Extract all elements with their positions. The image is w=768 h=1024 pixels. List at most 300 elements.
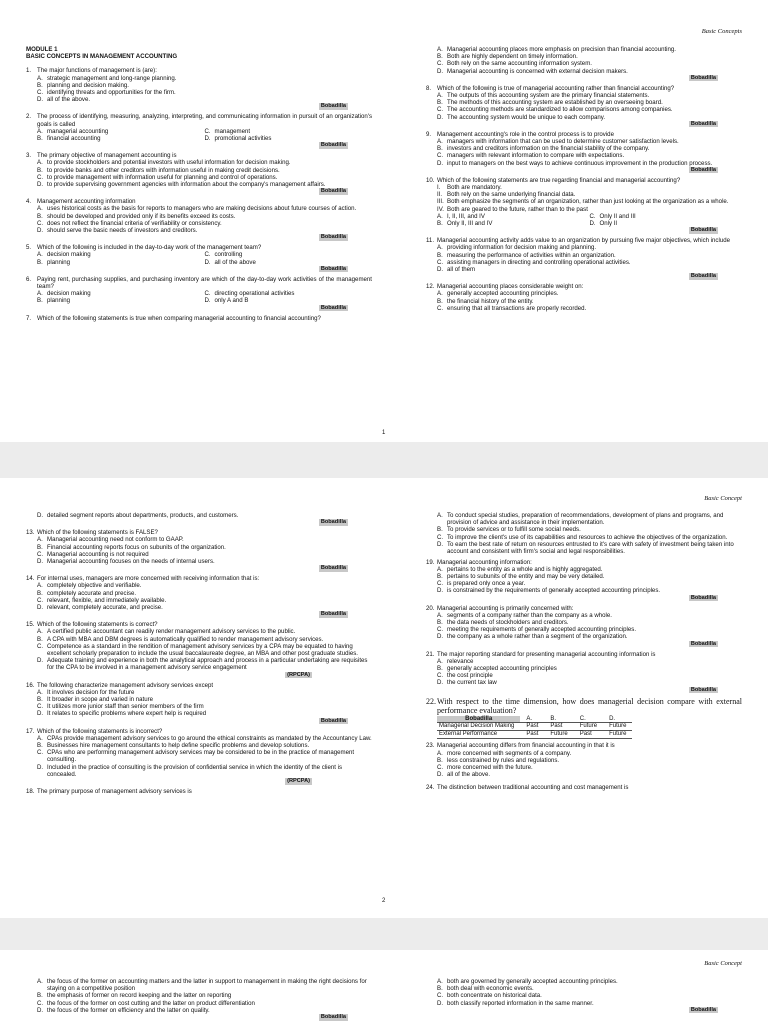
question-text: Which of the following statements is incorrect? xyxy=(37,727,163,735)
option-letter: A. xyxy=(437,244,443,252)
option-text: is constrained by the requirements of generally accepted accounting principles. xyxy=(447,587,661,595)
option-letter: D. xyxy=(204,297,211,305)
option xyxy=(426,106,742,113)
option-text: assisting managers in directing and controlling operational activities. xyxy=(447,258,631,266)
option-text: decision making xyxy=(47,251,91,259)
question-13 xyxy=(26,529,372,572)
option-letter: C. xyxy=(37,219,44,227)
source-tag-row xyxy=(426,595,718,602)
option-letter: B. xyxy=(37,635,43,643)
option xyxy=(426,99,742,106)
option xyxy=(37,290,205,297)
page-header: Basic Concept xyxy=(704,960,742,967)
question-text: Which of the following is included in the day-to-day work of the management team? xyxy=(37,244,262,252)
option-text: It broader in scope and varied in nature xyxy=(47,696,154,703)
question-18 xyxy=(26,788,372,795)
question-text: The primary objective of management accounting is xyxy=(37,152,177,160)
question-line xyxy=(26,529,372,536)
option-letter: B. xyxy=(37,543,43,551)
option-text: The outputs of this accounting system are the primary financial statements. xyxy=(447,92,650,99)
question-line xyxy=(426,131,742,138)
option-text: meeting the requirements of generally accepted accounting principles. xyxy=(447,626,637,634)
option-row xyxy=(26,290,372,297)
page-number: 2 xyxy=(382,898,386,904)
option-letter: A. xyxy=(37,290,43,298)
table-row xyxy=(437,731,632,739)
option xyxy=(426,526,742,533)
option-letter: C. xyxy=(437,764,444,771)
option-text: CPAs who are performing management advisory services may be considered to be in the practice of management consulting. xyxy=(47,749,355,764)
question-text: The following characterize management advisory services except xyxy=(37,681,214,689)
table-header-cell: A. xyxy=(520,716,544,723)
source-tag-row xyxy=(26,266,348,273)
option xyxy=(426,191,742,198)
option-letter: B. xyxy=(37,742,43,749)
option-text: A certified public accountant can readily render management advisory services to the public. xyxy=(47,628,296,636)
question-line xyxy=(426,85,742,92)
module-title: MODULE 1 xyxy=(26,46,58,53)
option xyxy=(205,135,373,142)
option-letter: D. xyxy=(437,633,444,641)
question-12-option-d xyxy=(26,512,372,526)
comparison-table xyxy=(437,716,632,739)
option xyxy=(426,46,742,53)
option xyxy=(37,297,205,304)
question-line xyxy=(426,742,742,749)
option-text: to provide banks and other creditors with information useful in making credit decisions. xyxy=(47,166,280,174)
question-number: 24. xyxy=(426,784,435,792)
table-cell: Future xyxy=(574,723,603,731)
option xyxy=(26,174,372,181)
source-tag-row xyxy=(26,565,348,572)
option xyxy=(26,710,372,717)
option-text: detailed segment reports about departments, products, and customers. xyxy=(47,512,239,519)
option-text: Managerial accounting is concerned with external decision makers. xyxy=(447,67,628,75)
option xyxy=(26,213,372,220)
option-text: both concentrate on historical data. xyxy=(447,992,542,1000)
option-text: Both are mandatory. xyxy=(447,184,502,191)
question-line xyxy=(26,244,372,251)
option xyxy=(26,978,372,992)
option-text: the focus of the former on efficiency and the latter on quality. xyxy=(47,1006,210,1014)
source-tag: Bobadilla xyxy=(320,188,346,195)
option-letter: A. xyxy=(37,127,43,135)
question-16 xyxy=(26,682,372,725)
option xyxy=(26,167,372,174)
source-tag: (RPCPA) xyxy=(287,778,310,785)
option-text: relevant, flexible, and immediately available. xyxy=(47,596,167,604)
source-tag: Bobadilla xyxy=(320,142,346,149)
option-text: To conduct special studies, preparation of recommendations, development of plans and programs, and provision of advice and assistance in their implementation. xyxy=(447,512,724,527)
option-text: planning xyxy=(47,258,71,266)
source-tag-row xyxy=(26,234,348,241)
question-number: 7. xyxy=(26,314,32,322)
option-text: both are governed by generally accepted accounting principles. xyxy=(447,978,618,985)
option-letter: A. xyxy=(37,978,43,985)
page-2-left-column xyxy=(26,512,372,799)
option xyxy=(26,764,372,778)
question-text: The major reporting standard for presenting managerial accounting information is xyxy=(437,650,656,658)
source-tag: Bobadilla xyxy=(690,120,716,127)
option-letter: A. xyxy=(437,290,443,298)
option-text: The methods of this accounting system are established by an overseeing board. xyxy=(447,99,663,107)
option xyxy=(426,626,742,633)
table-cell: External Performance xyxy=(437,731,520,739)
question-text: Which of the following statements is correct? xyxy=(37,621,158,629)
option-letter: C. xyxy=(37,173,44,181)
option xyxy=(426,580,742,587)
option-text: controlling xyxy=(214,251,243,259)
question-text: Managerial accounting is primarily concerned with: xyxy=(437,604,574,612)
option-text: To earn the best rate of return on resources entrusted to it's care with safety of investment being taken into account and consistent with firm's social and legal responsibilities. xyxy=(447,540,734,556)
option-text: pertains to subunits of the entity and may be very detailed. xyxy=(447,573,605,581)
option xyxy=(37,259,205,266)
option-row xyxy=(26,251,372,258)
question-number: 22. xyxy=(426,696,436,706)
option-letter: C. xyxy=(437,580,444,588)
option-text: completely accurate and precise. xyxy=(47,589,137,597)
option-letter: A. xyxy=(437,138,443,145)
option xyxy=(426,259,742,266)
option-text: Managerial accounting places more emphasis on precision than financial accounting. xyxy=(447,46,676,53)
source-tag-row xyxy=(426,167,718,174)
option xyxy=(26,742,372,749)
question-number: 19. xyxy=(426,558,435,566)
table-row xyxy=(437,723,632,731)
option-text: Managerial accounting focuses on the needs of internal users. xyxy=(47,558,215,565)
option xyxy=(426,290,742,297)
question-number: 8. xyxy=(426,84,432,92)
question-number: 16. xyxy=(26,681,35,689)
option-letter: C. xyxy=(37,89,44,97)
option-text: all of the above. xyxy=(47,96,91,104)
option xyxy=(26,749,372,763)
source-tag: Bobadilla xyxy=(690,227,716,234)
option-text: The accounting system would be unique to each company. xyxy=(447,113,606,121)
option xyxy=(426,152,742,159)
option-letter: D. xyxy=(437,587,444,595)
question-6 xyxy=(26,276,372,311)
question-line xyxy=(426,605,742,612)
question-number: 13. xyxy=(26,529,35,537)
table-cell: Managerial Decision Making xyxy=(437,723,520,731)
option-letter: D. xyxy=(437,67,444,75)
question-number: 21. xyxy=(426,650,435,658)
source-tag-row xyxy=(426,121,718,128)
question-number: 20. xyxy=(426,604,435,612)
question-25-options xyxy=(426,978,742,1013)
option-text: all of them xyxy=(447,266,476,274)
option xyxy=(426,60,742,67)
question-text: The process of identifying, measuring, analyzing, interpreting, and communicating information in pursuit of an organization's goals is called xyxy=(37,113,372,128)
source-tag: Bobadilla xyxy=(320,1014,346,1021)
question-line xyxy=(26,315,372,322)
question-text: The distinction between traditional accounting and cost management is xyxy=(437,784,629,792)
option-letter: II. xyxy=(437,191,443,199)
option-letter: C. xyxy=(437,626,444,634)
question-text: Which of the following statements is FALSE? xyxy=(37,529,158,537)
option-letter: A. xyxy=(37,628,43,636)
option-letter: D. xyxy=(37,96,44,104)
option-text: more concerned with the future. xyxy=(447,764,533,771)
source-tag: Bobadilla xyxy=(320,304,346,311)
option-letter: D. xyxy=(437,266,444,274)
option-letter: B. xyxy=(437,251,443,259)
option-letter: C. xyxy=(437,304,444,312)
option xyxy=(426,206,742,213)
option xyxy=(26,582,372,589)
option-letter: C. xyxy=(589,212,596,220)
question-line xyxy=(426,283,742,290)
option xyxy=(426,633,742,640)
option xyxy=(26,657,372,671)
option xyxy=(426,541,742,555)
question-number: 9. xyxy=(426,130,432,138)
question-number: 3. xyxy=(26,152,32,160)
question-line xyxy=(426,651,742,658)
option-text: relevant, completely accurate, and precise. xyxy=(47,604,163,611)
option-text: the company as a whole rather than a segment of the organization. xyxy=(447,633,628,641)
option-letter: B. xyxy=(437,573,443,581)
source-tag-row xyxy=(26,672,312,679)
question-text: Which of the following is true of managerial accounting rather than financial accounting? xyxy=(437,84,675,92)
question-line xyxy=(426,237,742,244)
table-cell: Past xyxy=(520,723,544,731)
page-1-right-column xyxy=(426,46,742,315)
option xyxy=(426,619,742,626)
option-letter: B. xyxy=(37,166,43,174)
option-letter: C. xyxy=(437,152,444,160)
option xyxy=(26,205,372,212)
option-text: should be developed and provided only if its benefits exceed its costs. xyxy=(47,212,236,220)
option-letter: B. xyxy=(37,297,43,305)
option-letter: A. xyxy=(437,611,443,619)
option xyxy=(426,305,742,312)
option-text: uses historical costs as the basis for reports to managers who are making decisions about future courses of action. xyxy=(47,205,357,213)
option-letter: D. xyxy=(37,181,44,189)
option-letter: B. xyxy=(37,589,43,597)
option-text: segments of a company rather than the company as a whole. xyxy=(447,611,612,619)
option-text: Managerial accounting is not required xyxy=(47,550,149,558)
option-text: financial accounting xyxy=(47,135,101,143)
page-2-right-column xyxy=(426,512,742,795)
option-text: It involves decision for the future xyxy=(47,688,135,696)
option-letter: C. xyxy=(37,596,44,604)
source-tag: Bobadilla xyxy=(690,273,716,280)
option-letter: A. xyxy=(37,536,43,544)
option-text: both classify reported information in the same manner. xyxy=(447,999,594,1007)
option-letter: B. xyxy=(437,526,443,534)
option-text: managers with information that can be used to determine customer satisfaction levels. xyxy=(447,138,679,145)
source-tag-row xyxy=(26,142,348,149)
option-text: decision making xyxy=(47,290,91,298)
question-1 xyxy=(26,67,372,110)
option-text: the financial history of the entity. xyxy=(447,297,534,305)
page-1 xyxy=(0,0,768,442)
page-number: 1 xyxy=(382,430,386,436)
option-letter: D. xyxy=(37,710,44,718)
option-text: directing operational activities xyxy=(214,290,295,298)
option-letter: A. xyxy=(37,159,43,167)
option xyxy=(426,512,742,526)
option xyxy=(426,992,742,999)
option xyxy=(26,89,372,96)
question-14 xyxy=(26,575,372,618)
table-cell: Future xyxy=(603,731,632,739)
question-number: 10. xyxy=(426,176,435,184)
question-number: 2. xyxy=(26,113,32,121)
question-number: 15. xyxy=(26,621,35,629)
option-letter: C. xyxy=(204,290,211,298)
option-letter: C. xyxy=(37,999,44,1007)
page-2 xyxy=(0,478,768,918)
option-letter: C. xyxy=(437,533,444,541)
question-line xyxy=(426,559,742,566)
option-letter: A. xyxy=(437,212,443,220)
option-text: is prepared only once a year. xyxy=(447,580,526,588)
option xyxy=(426,160,742,167)
option-text: management xyxy=(214,127,251,135)
option xyxy=(426,53,742,60)
option-letter: A. xyxy=(437,512,443,519)
question-text: Which of the following statements are true regarding financial and managerial accounting? xyxy=(437,176,681,184)
question-line xyxy=(26,621,372,628)
option-letter: B. xyxy=(437,619,443,627)
page-1-left-column xyxy=(26,46,372,325)
question-line xyxy=(426,784,742,791)
source-tag: Bobadilla xyxy=(320,234,346,241)
option-letter: D. xyxy=(437,540,444,548)
source-tag-row xyxy=(426,227,718,234)
option-letter: D. xyxy=(437,113,444,121)
option-text: Only II xyxy=(599,220,618,228)
option-text: measuring the performance of activities within an organization. xyxy=(447,251,616,259)
option-letter: D. xyxy=(437,771,444,779)
module-subtitle: BASIC CONCEPTS IN MANAGEMENT ACCOUNTING xyxy=(26,53,178,61)
option xyxy=(26,558,372,565)
option xyxy=(26,227,372,234)
option xyxy=(426,534,742,541)
option xyxy=(426,114,742,121)
question-number: 11. xyxy=(426,237,435,245)
option-letter: A. xyxy=(37,734,43,742)
option-letter: C. xyxy=(37,703,44,711)
option xyxy=(26,604,372,611)
option-text: providing information for decision making and planning. xyxy=(447,244,597,252)
option-text: all of the above xyxy=(214,258,256,266)
question-5 xyxy=(26,244,372,272)
option-text: I, II, III, and IV xyxy=(447,212,485,220)
option-letter: A. xyxy=(437,565,443,573)
source-tag-row xyxy=(26,611,348,618)
option-letter: A. xyxy=(37,205,43,213)
source-tag: (RPCPA) xyxy=(287,671,310,678)
question-line xyxy=(26,113,372,127)
option-letter: D. xyxy=(437,679,444,687)
option-text: pertains to the entity as a whole and is highly aggregated. xyxy=(447,565,603,573)
question-line xyxy=(26,276,372,290)
option-text: strategic management and long-range planning. xyxy=(47,74,177,82)
source-tag: Bobadilla xyxy=(690,640,716,647)
question-line xyxy=(26,67,372,74)
question-4 xyxy=(26,198,372,241)
option-letter: C. xyxy=(204,127,211,135)
question-text: Management accounting information xyxy=(37,198,136,206)
option-letter: D. xyxy=(37,657,44,665)
page-header: Basic Concept xyxy=(704,495,742,502)
question-number: 5. xyxy=(26,244,32,252)
question-17 xyxy=(26,728,372,785)
question-text: Managerial accounting differs from financial accounting in that it is xyxy=(437,742,615,750)
source-tag-row xyxy=(426,1007,718,1014)
option-letter: D. xyxy=(589,220,596,228)
option-text: Both rely on the same accounting information system. xyxy=(447,60,592,68)
option xyxy=(426,92,742,99)
option-text: Included in the practice of consulting is the provision of confidential service in which the identity of the client is concealed. xyxy=(47,763,343,778)
option-letter: D. xyxy=(37,763,44,771)
option xyxy=(26,512,372,519)
option-text: relevance xyxy=(447,657,474,665)
option xyxy=(426,757,742,764)
option-letter: C. xyxy=(37,550,44,558)
option-letter: B. xyxy=(37,258,43,266)
option-text: CPAs provide management advisory services to go around the ethical constraints as mandated by the Accountancy Law. xyxy=(47,734,372,742)
source-tag: Bobadilla xyxy=(690,594,716,601)
option-letter: B. xyxy=(37,696,43,703)
option-row xyxy=(26,135,372,142)
table-header-cell: B. xyxy=(544,716,573,723)
option-text: Competence as a standard in the rendition of management advisory services by a CPA may be equated to having excellent scholarly preparation to include the usual baccalaureate degree, an MBA and other post graduate studies. xyxy=(47,642,358,657)
option xyxy=(426,679,742,686)
option-text: to provide stockholders and potential investors with useful information for decision making. xyxy=(47,159,291,167)
option-letter: C. xyxy=(437,60,444,68)
option-letter: A. xyxy=(437,978,443,985)
option-text: to provide management with information useful for planning and control of operations. xyxy=(47,173,278,181)
option-text: only A and B xyxy=(214,297,249,305)
option-row xyxy=(26,128,372,135)
option xyxy=(426,184,742,191)
option-text: the focus of the former on accounting matters and the latter in support to management in making the right decisions for staying on a competitive position xyxy=(47,978,367,993)
option-text: generally accepted accounting principles. xyxy=(447,290,559,298)
option-row xyxy=(426,213,742,220)
option xyxy=(26,220,372,227)
option-text: A CPA with MBA and DBM degrees is automatically qualified to render management advisory services. xyxy=(47,635,324,643)
question-18-options xyxy=(426,512,742,555)
option-text: input to managers on the best ways to achieve continuous improvement in the production process. xyxy=(447,159,713,167)
option-letter: IV. xyxy=(437,205,444,213)
option-text: Both emphasize the segments of an organization, rather than just looking at the organization as a whole. xyxy=(447,198,729,206)
page-3-left-column xyxy=(26,978,372,1024)
option xyxy=(426,771,742,778)
question-22 xyxy=(426,697,742,739)
option-text: both deal with economic events. xyxy=(447,985,534,993)
option xyxy=(26,689,372,696)
option-text: To improve the client's use of its capabilities and resources to achieve the objectives of the organization. xyxy=(447,533,728,541)
question-number: 17. xyxy=(26,727,35,735)
option-letter: A. xyxy=(37,251,43,259)
option-letter: B. xyxy=(37,135,43,143)
option-row xyxy=(26,259,372,266)
option xyxy=(426,573,742,580)
option-letter: D. xyxy=(204,258,211,266)
option-letter: I. xyxy=(437,184,441,191)
option-row xyxy=(26,297,372,304)
question-number: 14. xyxy=(26,575,35,583)
option xyxy=(26,75,372,82)
option-letter: D. xyxy=(37,512,44,519)
option xyxy=(426,566,742,573)
option-letter: C. xyxy=(204,251,211,259)
